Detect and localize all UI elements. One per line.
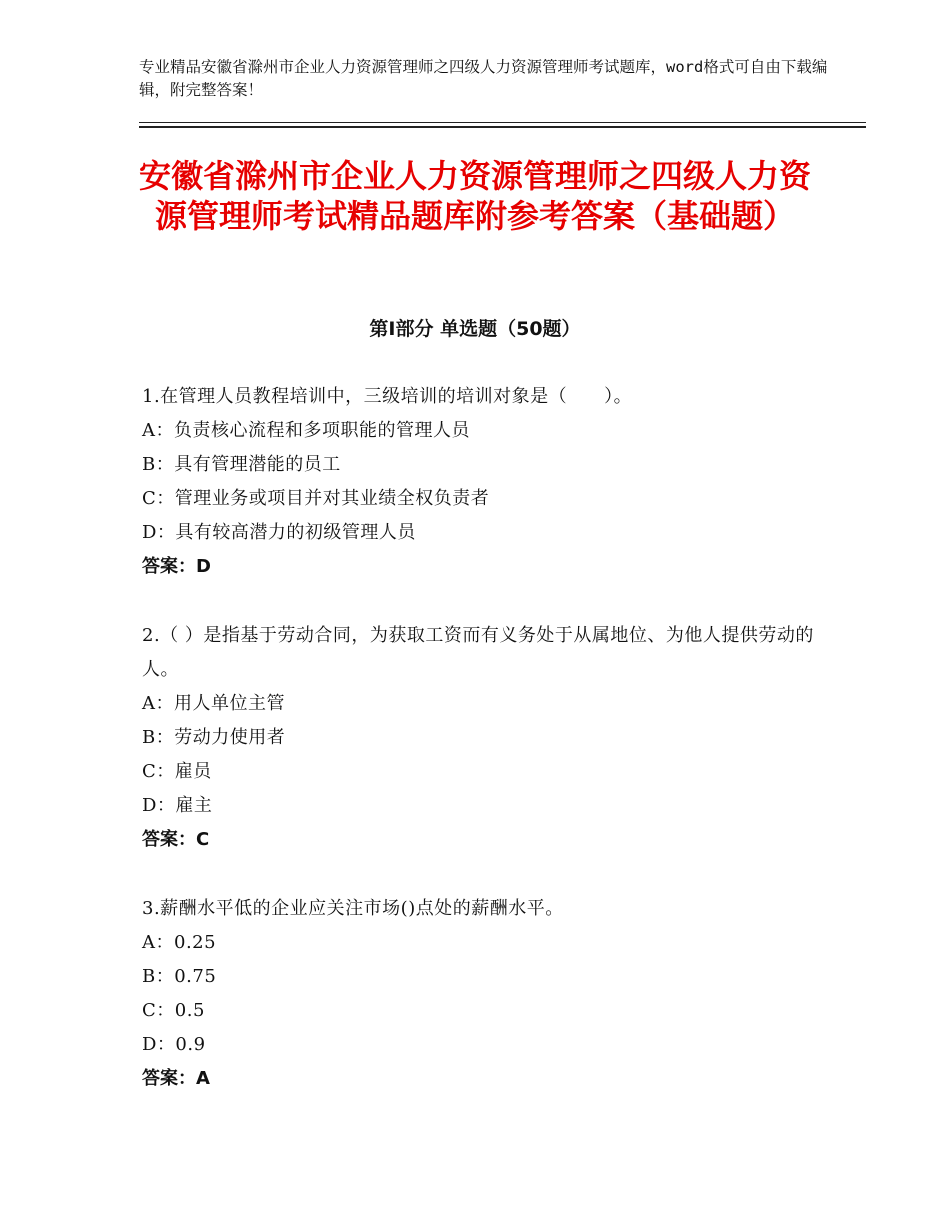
- question-3: [142, 892, 822, 1096]
- answer: 答案：A: [142, 1068, 210, 1089]
- option-c: C：0.5: [142, 1000, 205, 1021]
- option-b: B：0.75: [142, 966, 217, 987]
- option-c: C：管理业务或项目并对其业绩全权负责者: [142, 488, 490, 509]
- answer: 答案：C: [142, 829, 210, 850]
- header-divider-thin: [139, 122, 866, 123]
- option-a: A：0.25: [142, 932, 217, 953]
- option-a: A：负责核心流程和多项职能的管理人员: [142, 420, 470, 441]
- answer: 答案：D: [142, 556, 211, 577]
- document-title: 安徽省滁州市企业人力资源管理师之四级人力资源管理师考试精品题库附参考答案（基础题）: [138, 157, 811, 235]
- option-d: D：0.9: [142, 1034, 206, 1055]
- section-heading: 第Ⅰ部分 单选题（50题）: [369, 318, 581, 340]
- question-stem: 2.（ ）是指基于劳动合同，为获取工资而有义务处于从属地位、为他人提供劳动的人。: [142, 625, 814, 680]
- option-a: A：用人单位主管: [142, 693, 285, 714]
- option-b: B：劳动力使用者: [142, 727, 286, 748]
- question-1: [142, 380, 822, 584]
- option-b: B：具有管理潜能的员工: [142, 454, 341, 475]
- option-c: C：雇员: [142, 761, 212, 782]
- header-divider-thick: [139, 126, 866, 128]
- question-stem: 3.薪酬水平低的企业应关注市场()点处的薪酬水平。: [142, 898, 564, 919]
- option-d: D：具有较高潜力的初级管理人员: [142, 522, 416, 543]
- header-note: 专业精品安徽省滁州市企业人力资源管理师之四级人力资源管理师考试题库，word格式可自由下载编辑，附完整答案！: [139, 58, 828, 99]
- question-2: [142, 619, 822, 857]
- question-stem: 1.在管理人员教程培训中，三级培训的培训对象是（ ）。: [142, 386, 633, 407]
- option-d: D：雇主: [142, 795, 213, 816]
